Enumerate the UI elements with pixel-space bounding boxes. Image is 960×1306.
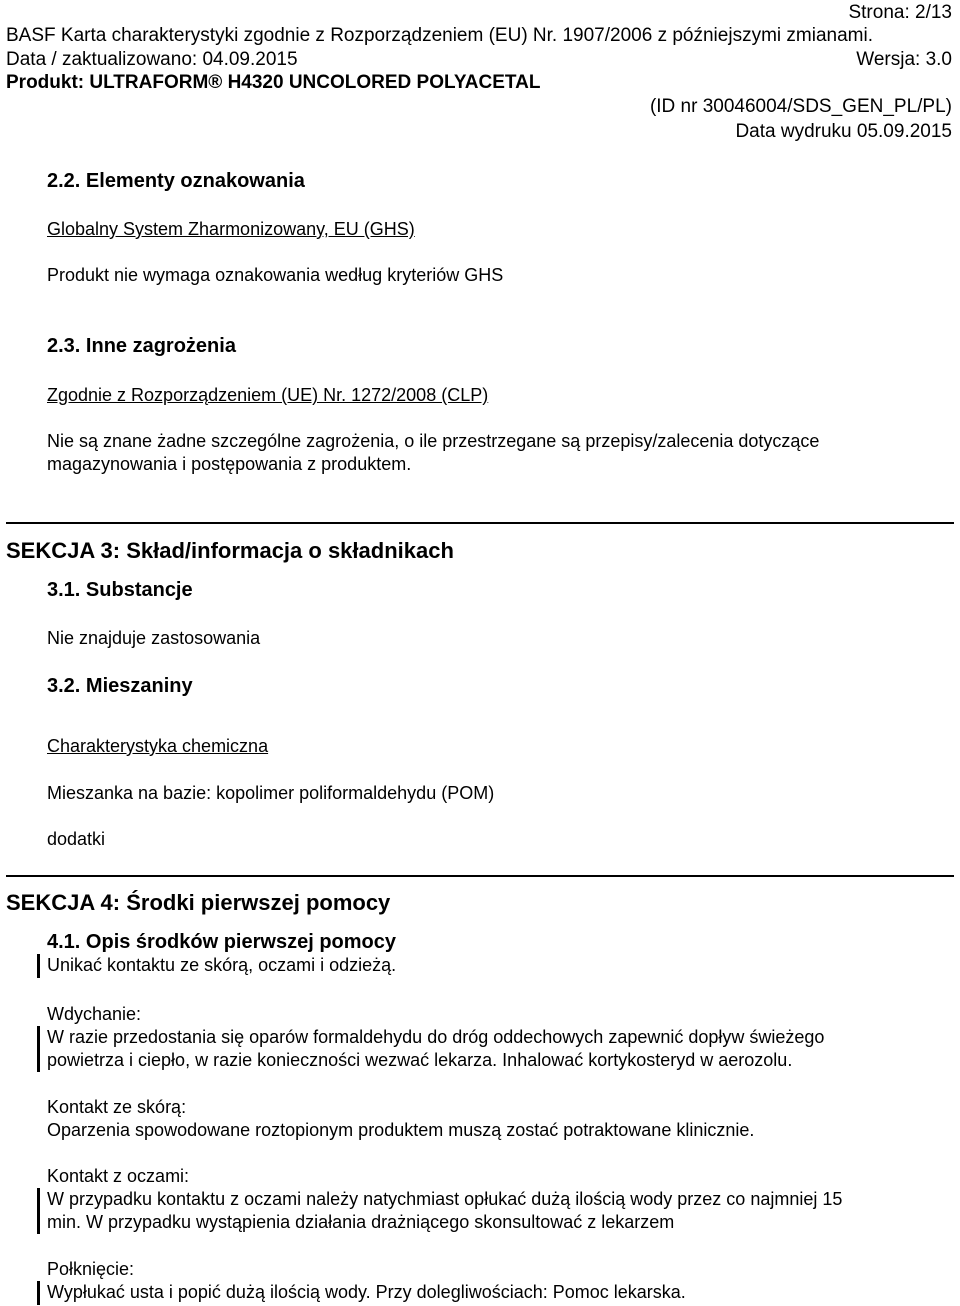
ingestion-label: Połknięcie:: [47, 1259, 135, 1279]
general-advice: Unikać kontaktu ze skórą, oczami i odzieżą.: [47, 955, 397, 975]
heading-3-1: 3.1. Substancje: [47, 579, 193, 601]
substances-text: Nie znajduje zastosowania: [47, 628, 261, 648]
change-bar: [37, 1026, 40, 1072]
hazard-text-line2: magazynowania i postępowania z produktem.: [47, 454, 412, 474]
heading-4-1: 4.1. Opis środków pierwszej pomocy: [47, 931, 396, 953]
chemical-characteristics: Charakterystyka chemiczna: [47, 736, 269, 756]
skin-contact-label: Kontakt ze skórą:: [47, 1097, 187, 1117]
additives: dodatki: [47, 829, 106, 849]
change-bar: [37, 1281, 40, 1305]
page-number: Strona: 2/13: [848, 2, 952, 23]
mixture-basis: Mieszanka na bazie: kopolimer poliformaldehydu (POM): [47, 783, 495, 803]
hazard-text-line1: Nie są znane żadne szczególne zagrożenia, o ile przestrzegane są przepisy/zalecenia dotyczące: [47, 431, 820, 451]
change-bar: [37, 954, 40, 978]
eye-contact-label: Kontakt z oczami:: [47, 1166, 190, 1186]
print-date: Data wydruku 05.09.2015: [735, 121, 952, 142]
eye-contact-text-line2: min. W przypadku wystąpienia działania drażniącego skonsultować z lekarzem: [47, 1212, 675, 1232]
document-title: BASF Karta charakterystyki zgodnie z Rozporządzeniem (EU) Nr. 1907/2006 z późniejszymi zmianami.: [6, 25, 873, 46]
version: Wersja: 3.0: [856, 49, 952, 70]
product-label: Produkt:: [6, 72, 85, 93]
heading-2-2: 2.2. Elementy oznakowania: [47, 170, 305, 192]
clp-regulation: Zgodnie z Rozporządzeniem (UE) Nr. 1272/2008 (CLP): [47, 385, 489, 405]
ingestion-text: Wypłukać usta i popić dużą ilością wody. Przy dolegliwościach: Pomoc lekarska.: [47, 1282, 686, 1302]
section-3-title: SEKCJA 3: Skład/informacja o składnikach: [6, 538, 454, 563]
inhalation-label: Wdychanie:: [47, 1004, 142, 1024]
heading-2-3: 2.3. Inne zagrożenia: [47, 335, 236, 357]
skin-contact-text: Oparzenia spowodowane roztopionym produktem muszą zostać potraktowane klinicznie.: [47, 1120, 755, 1140]
product-name: ULTRAFORM® H4320 UNCOLORED POLYACETAL: [89, 72, 541, 93]
id-number: (ID nr 30046004/SDS_GEN_PL/PL): [649, 96, 952, 117]
change-bar: [37, 1188, 40, 1234]
section-divider: [6, 875, 954, 877]
section-4-title: SEKCJA 4: Środki pierwszej pomocy: [6, 890, 391, 915]
inhalation-text-line1: W razie przedostania się oparów formaldehydu do dróg oddechowych zapewnić dopływ świeżego: [47, 1027, 825, 1047]
eye-contact-text-line1: W przypadku kontaktu z oczami należy natychmiast opłukać dużą ilością wody przez co najmniej 15: [47, 1189, 843, 1209]
update-date: Data / zaktualizowano: 04.09.2015: [6, 49, 298, 70]
product-line: [6, 72, 540, 94]
inhalation-text-line2: powietrza i ciepło, w razie konieczności wezwać lekarza. Inhalować kortykosteryd w aerozolu.: [47, 1050, 793, 1070]
ghs-system: Globalny System Zharmonizowany, EU (GHS): [47, 219, 415, 239]
heading-3-2: 3.2. Mieszaniny: [47, 675, 193, 697]
section-divider: [6, 522, 954, 524]
ghs-text: Produkt nie wymaga oznakowania według kryteriów GHS: [47, 265, 504, 285]
